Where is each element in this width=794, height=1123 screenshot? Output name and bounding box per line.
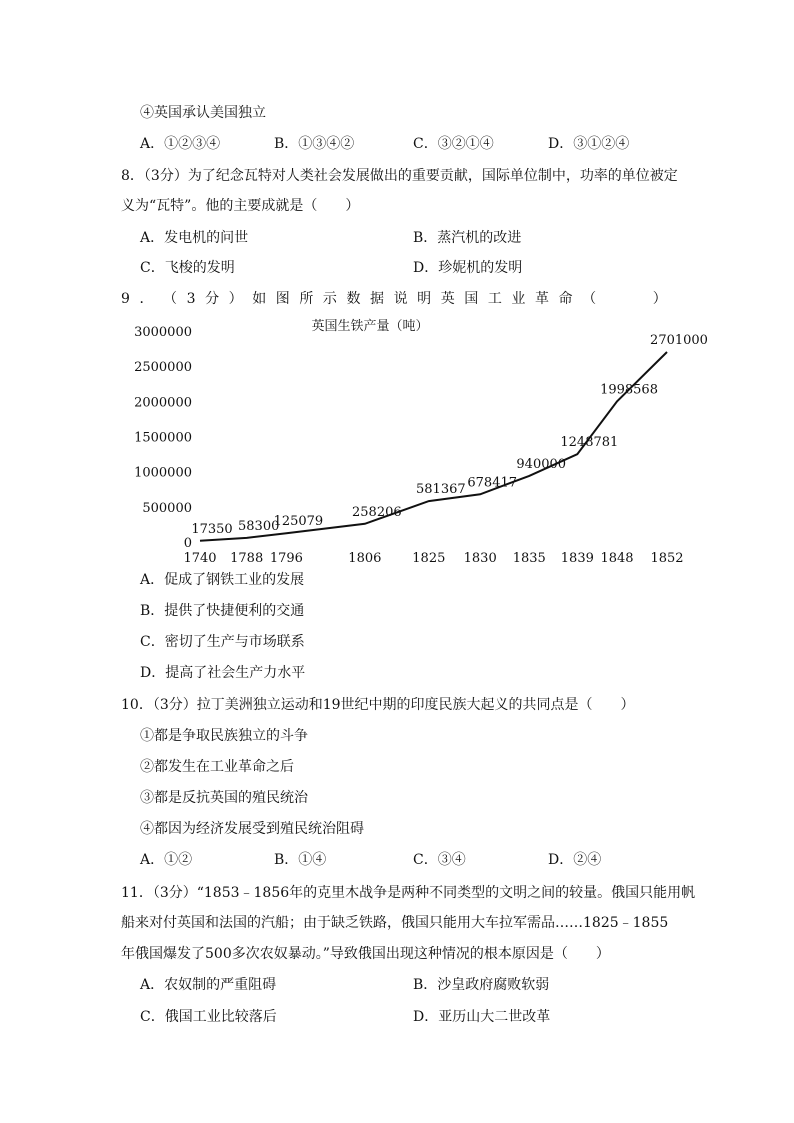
q9-stem-char xyxy=(629,289,643,309)
data-label: 1998568 xyxy=(600,382,658,398)
q9-option-a[interactable]: A．促成了钢铁工业的发展 xyxy=(140,572,305,588)
data-label: 1248781 xyxy=(560,435,619,451)
q10-item-2: ②都发生在工业革命之后 xyxy=(140,759,294,775)
q7-option-c[interactable]: C．③②①④ xyxy=(413,136,494,152)
data-label: 2701000 xyxy=(650,333,708,349)
q10-option-d[interactable]: D．②④ xyxy=(548,852,602,868)
q9-stem-char: 国 xyxy=(464,291,479,307)
data-label: 258206 xyxy=(352,504,402,520)
q8-option-b[interactable]: B．蒸汽机的改进 xyxy=(413,230,522,246)
x-tick-label: 1825 xyxy=(412,551,446,566)
q9-stem-char: 9 xyxy=(121,291,130,307)
y-tick-label: 2000000 xyxy=(134,395,192,411)
q11-stem-line-3: 年俄国爆发了500多次农奴暴动。”导致俄国出现这种情况的根本原因是（ ） xyxy=(121,946,610,962)
x-tick-label: 1848 xyxy=(600,551,634,566)
data-label: 581367 xyxy=(416,482,466,498)
data-label: 125079 xyxy=(273,514,324,530)
q9-stem-char: 革 xyxy=(534,291,549,307)
data-label: 940000 xyxy=(516,456,567,472)
data-labels xyxy=(191,333,708,537)
y-axis-ticks xyxy=(134,325,192,551)
q9-option-d[interactable]: D．提高了社会生产力水平 xyxy=(140,665,306,681)
q9-stem-char: 分 xyxy=(205,291,220,307)
q9-stem-char: 命 xyxy=(558,291,573,307)
data-label: 58300 xyxy=(238,518,280,534)
q11-option-d[interactable]: D．亚历山大二世改革 xyxy=(413,1009,551,1025)
y-tick-label: 1500000 xyxy=(134,430,192,446)
q10-item-1: ①都是争取民族独立的斗争 xyxy=(140,728,308,744)
q9-stem-char: 业 xyxy=(511,291,526,307)
q7-item-4: ④英国承认美国独立 xyxy=(140,105,266,121)
y-tick-label: 0 xyxy=(183,536,192,551)
q11-stem-line-2: 船来对付英国和法国的汽船；由于缺乏铁路，俄国只能用大车拉军需品……1825﹣1855 xyxy=(121,915,669,931)
q9-stem-char: 图 xyxy=(275,291,290,307)
q10-option-a[interactable]: A．①② xyxy=(140,852,193,868)
q9-stem-char: 所 xyxy=(299,291,314,307)
x-tick-label: 1740 xyxy=(183,551,217,566)
x-tick-label: 1830 xyxy=(463,551,497,566)
data-label: 17350 xyxy=(191,521,233,537)
q11-option-c[interactable]: C．俄国工业比较落后 xyxy=(140,1009,277,1025)
x-tick-label: 1839 xyxy=(560,551,594,566)
pig-iron-line-chart xyxy=(134,314,708,574)
q9-stem xyxy=(121,289,667,309)
q10-item-4: ④都因为经济发展受到殖民统治阻碍 xyxy=(140,821,364,837)
q9-stem-char: ） xyxy=(228,291,243,307)
q9-stem-char: （ xyxy=(582,291,597,307)
q9-stem-char: 明 xyxy=(417,291,432,307)
q8-option-c[interactable]: C．飞梭的发明 xyxy=(140,260,235,276)
q7-option-a[interactable]: A．①②③④ xyxy=(140,136,221,152)
q9-option-b[interactable]: B．提供了快捷便利的交通 xyxy=(140,603,305,619)
q9-option-c[interactable]: C．密切了生产与市场联系 xyxy=(140,634,305,650)
q10-stem: 10．（3分）拉丁美洲独立运动和19世纪中期的印度民族大起义的共同点是（ ） xyxy=(121,697,635,713)
q9-stem-char: 工 xyxy=(487,291,502,307)
x-axis-ticks xyxy=(183,551,683,566)
data-label: 678417 xyxy=(467,475,518,491)
y-tick-label: 500000 xyxy=(142,500,192,516)
q9-stem-char: 3 xyxy=(186,291,196,307)
q9-stem-char xyxy=(606,289,620,309)
y-tick-label: 2500000 xyxy=(134,360,192,376)
y-tick-label: 3000000 xyxy=(134,325,192,340)
x-tick-label: 1806 xyxy=(348,551,382,566)
q9-stem-char: 如 xyxy=(252,291,267,307)
q10-item-3: ③都是反抗英国的殖民统治 xyxy=(140,790,308,806)
q11-option-a[interactable]: A．农奴制的严重阻碍 xyxy=(140,977,277,993)
x-tick-label: 1788 xyxy=(230,551,264,566)
q8-stem-line-1: 8．（3分）为了纪念瓦特对人类社会发展做出的重要贡献，国际单位制中，功率的单位被定 xyxy=(121,168,678,184)
q10-option-c[interactable]: C．③④ xyxy=(413,852,466,868)
q9-stem-char: 说 xyxy=(393,291,408,307)
q9-stem-char: 英 xyxy=(440,291,455,307)
y-tick-label: 1000000 xyxy=(134,465,192,481)
q9-stem-char: 据 xyxy=(370,291,385,307)
q10-option-b[interactable]: B．①④ xyxy=(274,852,327,868)
q9-stem-char: 示 xyxy=(322,291,337,307)
q11-option-b[interactable]: B．沙皇政府腐败软弱 xyxy=(413,977,550,993)
x-tick-label: 1852 xyxy=(650,551,684,566)
q9-stem-char: ） xyxy=(652,291,667,307)
q9-stem-char: 数 xyxy=(346,291,361,307)
q9-stem-char: （ xyxy=(163,291,178,307)
q7-option-b[interactable]: B．①③④② xyxy=(274,136,355,152)
chart-title: 英国生铁产量（吨） xyxy=(311,319,429,334)
q7-option-d[interactable]: D．③①②④ xyxy=(548,136,630,152)
q11-stem-line-1: 11．（3分）“1853﹣1856年的克里木战争是两种不同类型的文明之间的较量。俄国只能用帆 xyxy=(121,885,696,901)
x-tick-label: 1835 xyxy=(512,551,546,566)
x-tick-label: 1796 xyxy=(269,551,303,566)
q8-option-d[interactable]: D．珍妮机的发明 xyxy=(413,260,523,276)
q8-option-a[interactable]: A．发电机的问世 xyxy=(140,230,249,246)
q8-stem-line-2: 义为“瓦特”。他的主要成就是（ ） xyxy=(121,198,360,214)
q9-stem-char: ． xyxy=(139,291,154,307)
